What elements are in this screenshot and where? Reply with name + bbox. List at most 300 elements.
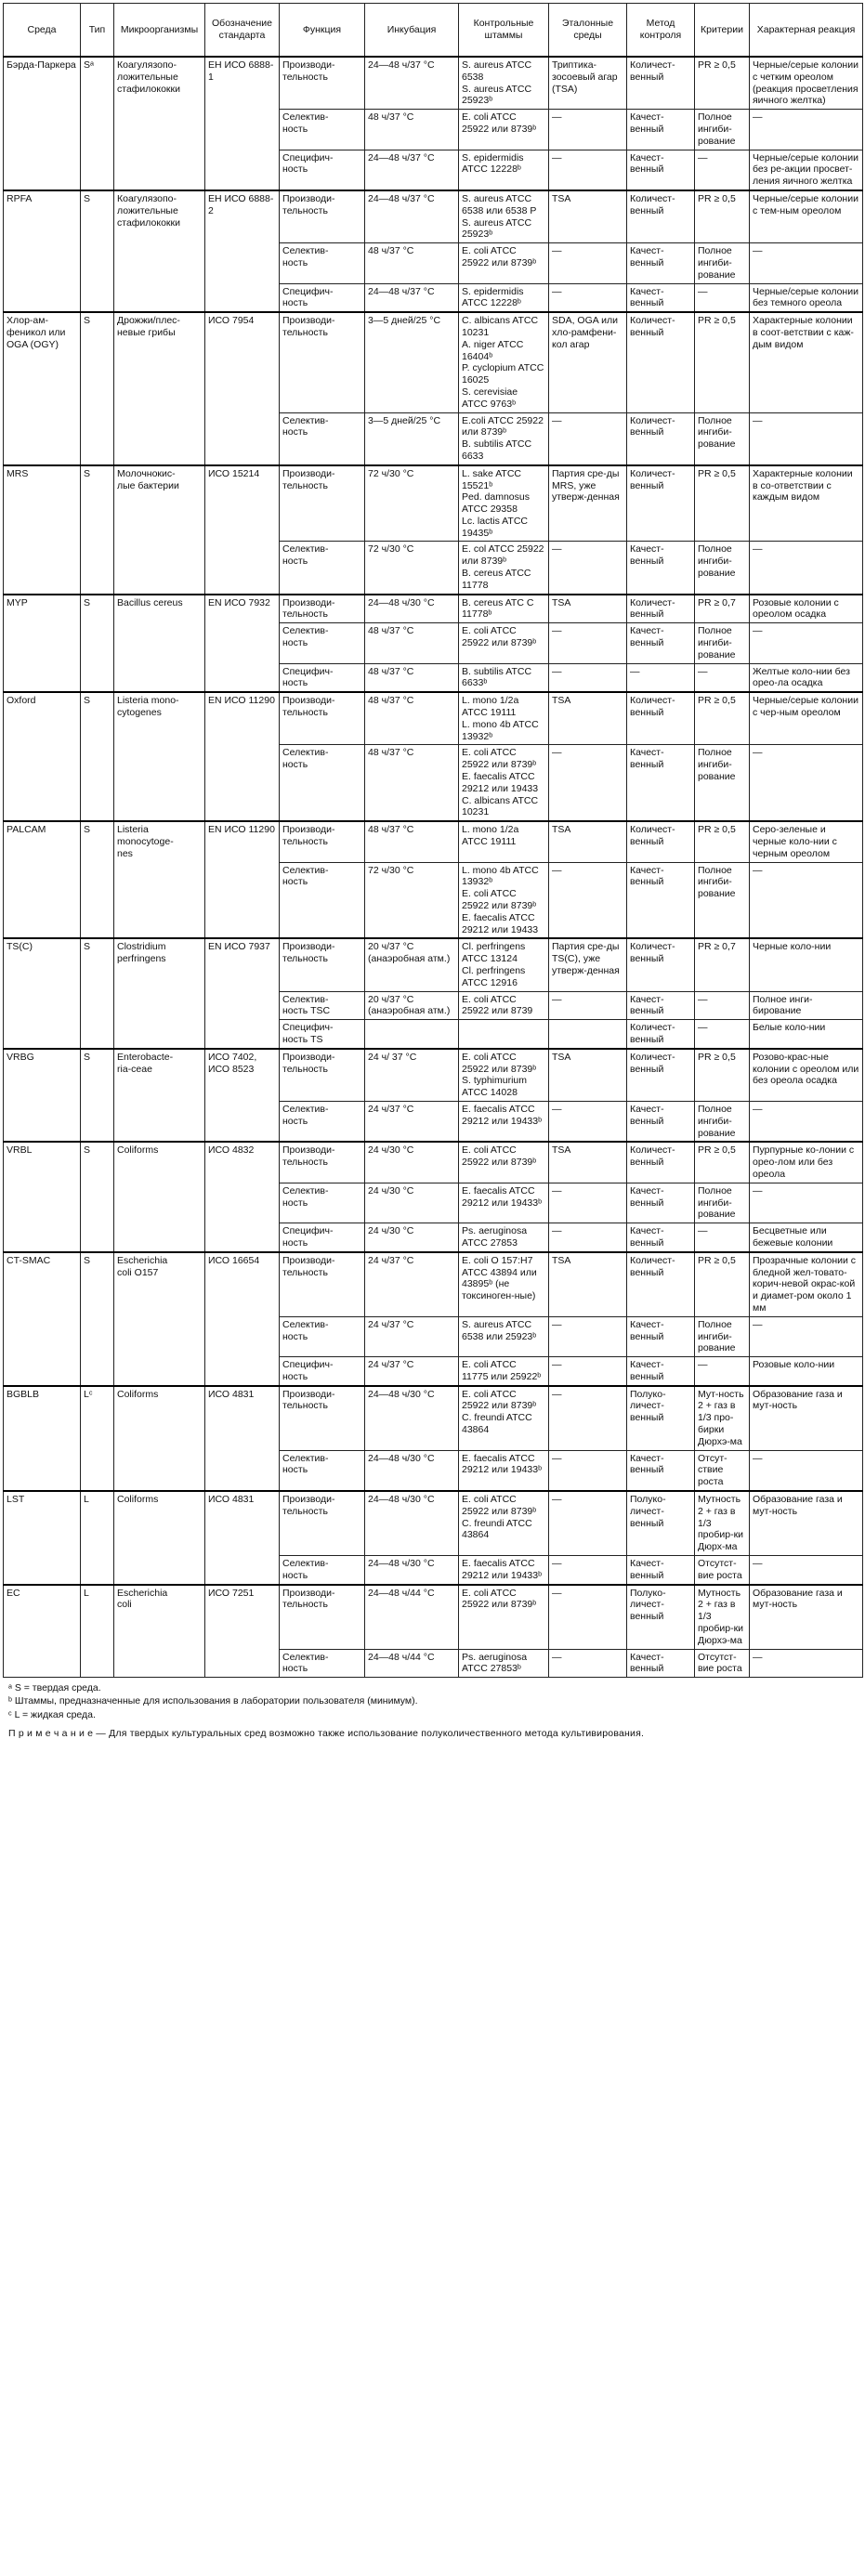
microorganisms: Listeria mono- cytogenes [114, 692, 205, 821]
incubation-cell: 24—48 ч/30 °С [365, 1386, 459, 1450]
medium-name: RPFA [4, 190, 81, 312]
characteristic-reaction-cell: — [750, 1183, 863, 1223]
control-method-cell: Качест-венный [627, 283, 695, 312]
medium-type: Sᵃ [81, 57, 114, 190]
criteria-cell: Полное ингиби-рование [695, 745, 750, 821]
medium-type: L [81, 1491, 114, 1585]
control-strains-cell: S. aureus ATCC 6538 или 25923ᵇ [459, 1316, 549, 1356]
criteria-cell: — [695, 663, 750, 692]
reference-media-cell: TSA [549, 692, 627, 745]
control-strains-cell: E. coli ATCC 11775 или 25922ᵇ [459, 1357, 549, 1386]
microorganisms: Enterobacte- ria-ceae [114, 1049, 205, 1143]
criteria-cell: PR ≥ 0,5 [695, 57, 750, 110]
function-cell: Производи- тельность [280, 821, 365, 862]
incubation-cell: 24 ч/30 °С [365, 1183, 459, 1223]
reference-media-cell: — [549, 412, 627, 465]
footnote: ᶜ L = жидкая среда. [8, 1708, 96, 1720]
criteria-cell: — [695, 1020, 750, 1049]
characteristic-reaction-cell: Прозрачные колонии с бледной жел-товато-корич-невой окрас-кой и диамет-ром около 1 мм [750, 1252, 863, 1316]
characteristic-reaction-cell: Серо-зеленые и черные коло-нии с черным ореолом [750, 821, 863, 862]
control-strains-cell: L. sake ATCC 15521ᵇ Ped. damnosus ATCC 29358 Lc. lactis ATCC 19435ᵇ [459, 465, 549, 542]
control-strains-cell: E. faecalis ATCC 29212 или 19433ᵇ [459, 1450, 549, 1491]
function-cell: Производи- тельность [280, 1252, 365, 1316]
control-strains-cell: E. faecalis ATCC 29212 или 19433ᵇ [459, 1556, 549, 1585]
culture-media-table [3, 3, 863, 1678]
characteristic-reaction-cell: — [750, 1316, 863, 1356]
medium-type: S [81, 1252, 114, 1386]
medium-type: S [81, 1049, 114, 1143]
characteristic-reaction-cell: — [750, 623, 863, 663]
function-cell: Производи- тельность [280, 1491, 365, 1555]
criteria-cell: — [695, 1223, 750, 1252]
col-header: Микроорганизмы [114, 4, 205, 58]
function-cell: Производи- тельность [280, 1049, 365, 1102]
control-method-cell: Качест-венный [627, 1357, 695, 1386]
col-header: Характерная реакция [750, 4, 863, 58]
reference-media-cell: — [549, 1491, 627, 1555]
characteristic-reaction-cell: Пурпурные ко-лонии с орео-лом или без ореола [750, 1142, 863, 1183]
control-strains-cell: E. coli O 157:H7 ATCC 43894 или 43895ᵇ (не токсиноген-ные) [459, 1252, 549, 1316]
microorganisms: Escherichia coli O157 [114, 1252, 205, 1386]
function-cell: Производи- тельность [280, 190, 365, 243]
control-strains-cell: Cl. perfringens ATCC 13124 Cl. perfringens ATCC 12916 [459, 938, 549, 991]
standard-designation: ИСО 4831 [205, 1491, 280, 1585]
incubation-cell: 24—48 ч/37 °С [365, 57, 459, 110]
microorganisms: Coliforms [114, 1142, 205, 1251]
medium-type: L [81, 1585, 114, 1678]
col-header: Критерии [695, 4, 750, 58]
characteristic-reaction-cell: — [750, 110, 863, 150]
reference-media-cell: — [549, 862, 627, 938]
criteria-cell: PR ≥ 0,5 [695, 312, 750, 412]
incubation-cell: 48 ч/37 °С [365, 745, 459, 821]
function-cell: Производи- тельность [280, 595, 365, 623]
reference-media-cell: — [549, 623, 627, 663]
standard-designation: EN ИСО 11290 [205, 692, 280, 821]
reference-media-cell: — [549, 283, 627, 312]
control-method-cell: Количест-венный [627, 465, 695, 542]
characteristic-reaction-cell: — [750, 542, 863, 595]
table-row [4, 1491, 863, 1555]
reference-media-cell: — [549, 1223, 627, 1252]
criteria-cell: Полное ингиби-рование [695, 542, 750, 595]
control-method-cell: Качест-венный [627, 745, 695, 821]
medium-type: S [81, 692, 114, 821]
standard-designation: ЕН ИСО 6888-2 [205, 190, 280, 312]
control-method-cell: Количест-венный [627, 312, 695, 412]
table-row [4, 692, 863, 745]
reference-media-cell: TSA [549, 821, 627, 862]
standard-designation: ИСО 4832 [205, 1142, 280, 1251]
function-cell: Специфич- ность [280, 663, 365, 692]
incubation-cell: 24—48 ч/30 °С [365, 1556, 459, 1585]
control-method-cell: — [627, 663, 695, 692]
medium-type: S [81, 1142, 114, 1251]
criteria-cell: — [695, 150, 750, 190]
criteria-cell: Полное ингиби-рование [695, 243, 750, 283]
control-method-cell: Качест-венный [627, 1556, 695, 1585]
medium-name: MYP [4, 595, 81, 693]
reference-media-cell: TSA [549, 595, 627, 623]
incubation-cell: 24 ч/ 37 °С [365, 1049, 459, 1102]
incubation-cell: 3—5 дней/25 °С [365, 312, 459, 412]
incubation-cell [365, 1020, 459, 1049]
characteristic-reaction-cell: Черные/серые колонии без ре-акции просвет-ления яичного желтка [750, 150, 863, 190]
characteristic-reaction-cell: — [750, 862, 863, 938]
function-cell: Селектив- ность [280, 1316, 365, 1356]
microorganisms: Coliforms [114, 1491, 205, 1585]
characteristic-reaction-cell: Черные коло-нии [750, 938, 863, 991]
characteristic-reaction-cell: — [750, 1101, 863, 1142]
incubation-cell: 24—48 ч/37 °С [365, 190, 459, 243]
criteria-cell: Полное ингиби-рование [695, 862, 750, 938]
medium-type: S [81, 312, 114, 465]
standard-designation: ИСО 15214 [205, 465, 280, 595]
medium-name: EC [4, 1585, 81, 1678]
control-method-cell: Качест-венный [627, 110, 695, 150]
control-strains-cell: E.coli ATCC 25922 или 8739ᵇ B. subtilis ATCC 6633 [459, 412, 549, 465]
col-header: Функция [280, 4, 365, 58]
function-cell: Селектив- ность [280, 1450, 365, 1491]
incubation-cell: 24 ч/37 °С [365, 1252, 459, 1316]
characteristic-reaction-cell: — [750, 243, 863, 283]
control-method-cell: Качест-венный [627, 1450, 695, 1491]
criteria-cell: PR ≥ 0,5 [695, 465, 750, 542]
col-header: Обозначение стандарта [205, 4, 280, 58]
criteria-cell: Мутность 2 + газ в 1/3 пробир-ки Дюрх-ма [695, 1491, 750, 1555]
control-method-cell: Количест-венный [627, 595, 695, 623]
criteria-cell: — [695, 283, 750, 312]
reference-media-cell: — [549, 150, 627, 190]
microorganisms: Escherichia coli [114, 1585, 205, 1678]
characteristic-reaction-cell: Образование газа и мут-ность [750, 1585, 863, 1649]
reference-media-cell: — [549, 1316, 627, 1356]
reference-media-cell: Партия сре-ды MRS, уже утверж-денная [549, 465, 627, 542]
header-row [4, 4, 863, 58]
function-cell: Производи- тельность [280, 312, 365, 412]
medium-name: PALCAM [4, 821, 81, 938]
control-strains-cell: E. coli ATCC 25922 или 8739 [459, 991, 549, 1020]
control-method-cell: Качест-венный [627, 1223, 695, 1252]
reference-media-cell: — [549, 1450, 627, 1491]
table-row [4, 465, 863, 542]
control-strains-cell: E. coli ATCC 25922 или 8739ᵇ [459, 243, 549, 283]
control-strains-cell: S. epidermidis ATCC 12228ᵇ [459, 150, 549, 190]
control-method-cell: Качест-венный [627, 862, 695, 938]
control-strains-cell: E. coli ATCC 25922 или 8739ᵇ [459, 623, 549, 663]
standard-designation: EN ИСО 7932 [205, 595, 280, 693]
reference-media-cell: TSA [549, 190, 627, 243]
reference-media-cell: TSA [549, 1252, 627, 1316]
control-strains-cell: E. col ATCC 25922 или 8739ᵇ B. cereus ATCC 11778 [459, 542, 549, 595]
microorganisms: Коагулязопо- ложительные стафилококки [114, 190, 205, 312]
reference-media-cell: — [549, 1386, 627, 1450]
control-strains-cell: E. coli ATCC 25922 или 8739ᵇ C. freundi ATCC 43864 [459, 1386, 549, 1450]
function-cell: Производи- тельность [280, 1386, 365, 1450]
criteria-cell: Отсут-ствие роста [695, 1450, 750, 1491]
table-row [4, 190, 863, 243]
incubation-cell: 24 ч/37 °С [365, 1101, 459, 1142]
function-cell: Селектив- ность [280, 745, 365, 821]
standard-designation: ИСО 4831 [205, 1386, 280, 1491]
medium-type: Lᶜ [81, 1386, 114, 1491]
control-method-cell: Количест-венный [627, 1049, 695, 1102]
control-strains-cell: E. coli ATCC 25922 или 8739ᵇ [459, 1585, 549, 1649]
function-cell: Специфич- ность [280, 1357, 365, 1386]
control-strains-cell: S. epidermidis ATCC 12228ᵇ [459, 283, 549, 312]
function-cell: Производи- тельность [280, 1142, 365, 1183]
characteristic-reaction-cell: Характерные колонии в соот-ветствии с каж-дым видом [750, 312, 863, 412]
control-method-cell: Качест-венный [627, 1649, 695, 1678]
standard-designation: EN ИСО 7937 [205, 938, 280, 1048]
col-header: Эталонные среды [549, 4, 627, 58]
table-row [4, 595, 863, 623]
reference-media-cell: — [549, 745, 627, 821]
reference-media-cell: Партия сре-ды TS(C), уже утверж-денная [549, 938, 627, 991]
function-cell: Производи- тельность [280, 938, 365, 991]
control-strains-cell: B. cereus ATC C 11778ᵇ [459, 595, 549, 623]
table-row [4, 1386, 863, 1450]
incubation-cell: 24—48 ч/30 °С [365, 1450, 459, 1491]
characteristic-reaction-cell: Характерные колонии в со-ответствии с каждым видом [750, 465, 863, 542]
table-row [4, 1142, 863, 1183]
characteristic-reaction-cell: — [750, 1649, 863, 1678]
incubation-cell: 72 ч/30 °С [365, 465, 459, 542]
medium-name: Бэрда-Паркера [4, 57, 81, 190]
incubation-cell: 48 ч/37 °С [365, 821, 459, 862]
incubation-cell: 24 ч/37 °С [365, 1357, 459, 1386]
incubation-cell: 24—48 ч/30 °С [365, 1491, 459, 1555]
control-method-cell: Количест-венный [627, 57, 695, 110]
table-body [4, 57, 863, 1678]
control-strains-cell: E. coli ATCC 25922 или 8739ᵇ C. freundi ATCC 43864 [459, 1491, 549, 1555]
criteria-cell: PR ≥ 0,5 [695, 1142, 750, 1183]
criteria-cell: — [695, 991, 750, 1020]
criteria-cell: Полное ингиби-рование [695, 623, 750, 663]
criteria-cell: Полное ингиби-рование [695, 1183, 750, 1223]
characteristic-reaction-cell: Черные/серые колонии с тем-ным ореолом [750, 190, 863, 243]
standard-designation: ЕН ИСО 6888-1 [205, 57, 280, 190]
function-cell: Селектив- ность [280, 1649, 365, 1678]
function-cell: Селектив- ность [280, 110, 365, 150]
control-method-cell: Качест-венный [627, 243, 695, 283]
reference-media-cell: — [549, 991, 627, 1020]
control-strains-cell: L. mono 1/2a ATCC 19111 [459, 821, 549, 862]
criteria-cell: Отсутст-вие роста [695, 1649, 750, 1678]
microorganisms: Clostridium perfringens [114, 938, 205, 1048]
microorganisms: Coliforms [114, 1386, 205, 1491]
function-cell: Производи- тельность [280, 465, 365, 542]
medium-name: CT-SMAC [4, 1252, 81, 1386]
medium-name: Oxford [4, 692, 81, 821]
criteria-cell: Мут-ность 2 + газ в 1/3 про-бирки Дюрхэ-ма [695, 1386, 750, 1450]
control-strains-cell: E. coli ATCC 25922 или 8739ᵇ [459, 1142, 549, 1183]
characteristic-reaction-cell: — [750, 1450, 863, 1491]
control-method-cell: Качест-венный [627, 542, 695, 595]
control-strains-cell: Ps. aeruginosa ATCC 27853 [459, 1223, 549, 1252]
table-row [4, 1049, 863, 1102]
document-page [3, 3, 862, 1740]
characteristic-reaction-cell: Черные/серые колонии без темного ореола [750, 283, 863, 312]
reference-media-cell: — [549, 1556, 627, 1585]
col-header: Контрольные штаммы [459, 4, 549, 58]
medium-type: S [81, 465, 114, 595]
incubation-cell: 3—5 дней/25 °С [365, 412, 459, 465]
reference-media-cell: — [549, 110, 627, 150]
criteria-cell: Отсутст-вие роста [695, 1556, 750, 1585]
criteria-cell: Полное ингиби-рование [695, 1101, 750, 1142]
function-cell: Специфич- ность [280, 1223, 365, 1252]
criteria-cell: PR ≥ 0,5 [695, 692, 750, 745]
medium-name: VRBL [4, 1142, 81, 1251]
control-strains-cell [459, 1020, 549, 1049]
incubation-cell: 20 ч/37 °С (анаэробная атм.) [365, 938, 459, 991]
characteristic-reaction-cell: Бесцветные или бежевые колонии [750, 1223, 863, 1252]
medium-name: BGBLB [4, 1386, 81, 1491]
function-cell: Производи- тельность [280, 57, 365, 110]
standard-designation: ИСО 7954 [205, 312, 280, 465]
function-cell: Селектив- ность [280, 623, 365, 663]
table-row [4, 938, 863, 991]
control-strains-cell: E. faecalis ATCC 29212 или 19433ᵇ [459, 1101, 549, 1142]
criteria-cell: Полное ингиби-рование [695, 412, 750, 465]
table-note: П р и м е ч а н и е — Для твердых культуральных сред возможно также использование полуколичественного метода культивирования. [8, 1727, 645, 1739]
table-row [4, 821, 863, 862]
control-strains-cell: E. coli ATCC 25922 или 8739ᵇ E. faecalis ATCC 29212 или 19433 C. albicans ATCC 10231 [459, 745, 549, 821]
control-method-cell: Качест-венный [627, 1316, 695, 1356]
reference-media-cell: SDA, OGA или хло-рамфени-кол агар [549, 312, 627, 412]
control-method-cell: Качест-венный [627, 150, 695, 190]
table-row [4, 312, 863, 412]
control-method-cell: Количест-венный [627, 821, 695, 862]
control-strains-cell: B. subtilis ATCC 6633ᵇ [459, 663, 549, 692]
reference-media-cell: TSA [549, 1049, 627, 1102]
medium-type: S [81, 190, 114, 312]
criteria-cell: PR ≥ 0,5 [695, 1252, 750, 1316]
incubation-cell: 24—48 ч/37 °С [365, 150, 459, 190]
function-cell: Селектив- ность [280, 243, 365, 283]
medium-type: S [81, 821, 114, 938]
standard-designation: ИСО 7251 [205, 1585, 280, 1678]
criteria-cell: Полное ингиби-рование [695, 110, 750, 150]
reference-media-cell: — [549, 1357, 627, 1386]
reference-media-cell: — [549, 1183, 627, 1223]
incubation-cell: 20 ч/37 °С (анаэробная атм.) [365, 991, 459, 1020]
incubation-cell: 24—48 ч/30 °С [365, 595, 459, 623]
control-method-cell: Количест-венный [627, 412, 695, 465]
control-method-cell: Качест-венный [627, 1183, 695, 1223]
col-header: Среда [4, 4, 81, 58]
criteria-cell: PR ≥ 0,7 [695, 595, 750, 623]
medium-name: MRS [4, 465, 81, 595]
function-cell: Селектив- ность TSC [280, 991, 365, 1020]
criteria-cell: Полное ингиби-рование [695, 1316, 750, 1356]
standard-designation: EN ИСО 11290 [205, 821, 280, 938]
function-cell: Производи- тельность [280, 1585, 365, 1649]
reference-media-cell: — [549, 243, 627, 283]
characteristic-reaction-cell: — [750, 412, 863, 465]
medium-name: VRBG [4, 1049, 81, 1143]
reference-media-cell: — [549, 1101, 627, 1142]
control-method-cell: Полуко-личест-венный [627, 1386, 695, 1450]
criteria-cell: PR ≥ 0,5 [695, 1049, 750, 1102]
characteristic-reaction-cell: Образование газа и мут-ность [750, 1491, 863, 1555]
control-method-cell: Количест-венный [627, 1020, 695, 1049]
incubation-cell: 72 ч/30 °С [365, 542, 459, 595]
table-row [4, 1585, 863, 1649]
criteria-cell: PR ≥ 0,7 [695, 938, 750, 991]
incubation-cell: 24 ч/30 °С [365, 1223, 459, 1252]
medium-type: S [81, 938, 114, 1048]
incubation-cell: 24—48 ч/37 °С [365, 283, 459, 312]
standard-designation: ИСО 16654 [205, 1252, 280, 1386]
control-strains-cell: L. mono 1/2a ATCC 19111 L. mono 4b ATCC 13932ᵇ [459, 692, 549, 745]
control-method-cell: Полуко-личест-венный [627, 1491, 695, 1555]
microorganisms: Bacillus cereus [114, 595, 205, 693]
characteristic-reaction-cell: Розово-крас-ные колонии с ореолом или без ореола осадка [750, 1049, 863, 1102]
control-method-cell: Качест-венный [627, 623, 695, 663]
characteristic-reaction-cell: Образование газа и мут-ность [750, 1386, 863, 1450]
microorganisms: Молочнокис- лые бактерии [114, 465, 205, 595]
criteria-cell: PR ≥ 0,5 [695, 190, 750, 243]
function-cell: Селектив- ность [280, 412, 365, 465]
medium-name: LST [4, 1491, 81, 1585]
characteristic-reaction-cell: — [750, 1556, 863, 1585]
control-strains-cell: E. coli ATCC 25922 или 8739ᵇ S. typhimurium ATCC 14028 [459, 1049, 549, 1102]
characteristic-reaction-cell: Желтые коло-нии без орео-ла осадка [750, 663, 863, 692]
control-strains-cell: S. aureus ATCC 6538 S. aureus ATCC 25923ᵇ [459, 57, 549, 110]
incubation-cell: 48 ч/37 °С [365, 623, 459, 663]
microorganisms: Дрожжи/плес- невые грибы [114, 312, 205, 465]
incubation-cell: 24 ч/37 °С [365, 1316, 459, 1356]
reference-media-cell: — [549, 1649, 627, 1678]
control-method-cell: Качест-венный [627, 1101, 695, 1142]
function-cell: Селектив- ность [280, 1183, 365, 1223]
reference-media-cell: — [549, 542, 627, 595]
function-cell: Селектив- ность [280, 542, 365, 595]
function-cell: Специфич- ность [280, 283, 365, 312]
control-strains-cell: S. aureus ATCC 6538 или 6538 P S. aureus ATCC 25923ᵇ [459, 190, 549, 243]
col-header: Тип [81, 4, 114, 58]
control-method-cell: Качест-венный [627, 991, 695, 1020]
col-header: Метод контроля [627, 4, 695, 58]
col-header: Инкубация [365, 4, 459, 58]
medium-type: S [81, 595, 114, 693]
function-cell: Селектив- ность [280, 1101, 365, 1142]
function-cell: Селектив- ность [280, 1556, 365, 1585]
footnote: ᵇ Штаммы, предназначенные для использования в лаборатории пользователя (минимум). [8, 1695, 418, 1707]
reference-media-cell: — [549, 1585, 627, 1649]
control-method-cell: Количест-венный [627, 938, 695, 991]
characteristic-reaction-cell: Розовые колонии с ореолом осадка [750, 595, 863, 623]
control-strains-cell: C. albicans ATCC 10231 A. niger ATCC 16404ᵇ P. cyclopium ATCC 16025 S. cerevisiae ATCC 9763ᵇ [459, 312, 549, 412]
characteristic-reaction-cell: Черные/серые колонии с четким ореолом (реакция просветления яичного желтка) [750, 57, 863, 110]
incubation-cell: 72 ч/30 °С [365, 862, 459, 938]
characteristic-reaction-cell: Белые коло-нии [750, 1020, 863, 1049]
criteria-cell: PR ≥ 0,5 [695, 821, 750, 862]
microorganisms: Коагулязопо- ложительные стафилококки [114, 57, 205, 190]
incubation-cell: 24 ч/30 °С [365, 1142, 459, 1183]
criteria-cell: Мутность 2 + газ в 1/3 пробир-ки Дюрхэ-ма [695, 1585, 750, 1649]
control-strains-cell: Ps. aeruginosa ATCC 27853ᵇ [459, 1649, 549, 1678]
table-row [4, 1252, 863, 1316]
function-cell: Специфич- ность [280, 150, 365, 190]
incubation-cell: 24—48 ч/44 °С [365, 1649, 459, 1678]
reference-media-cell: TSA [549, 1142, 627, 1183]
function-cell: Специфич- ность TS [280, 1020, 365, 1049]
control-method-cell: Количест-венный [627, 692, 695, 745]
control-method-cell: Количест-венный [627, 1252, 695, 1316]
